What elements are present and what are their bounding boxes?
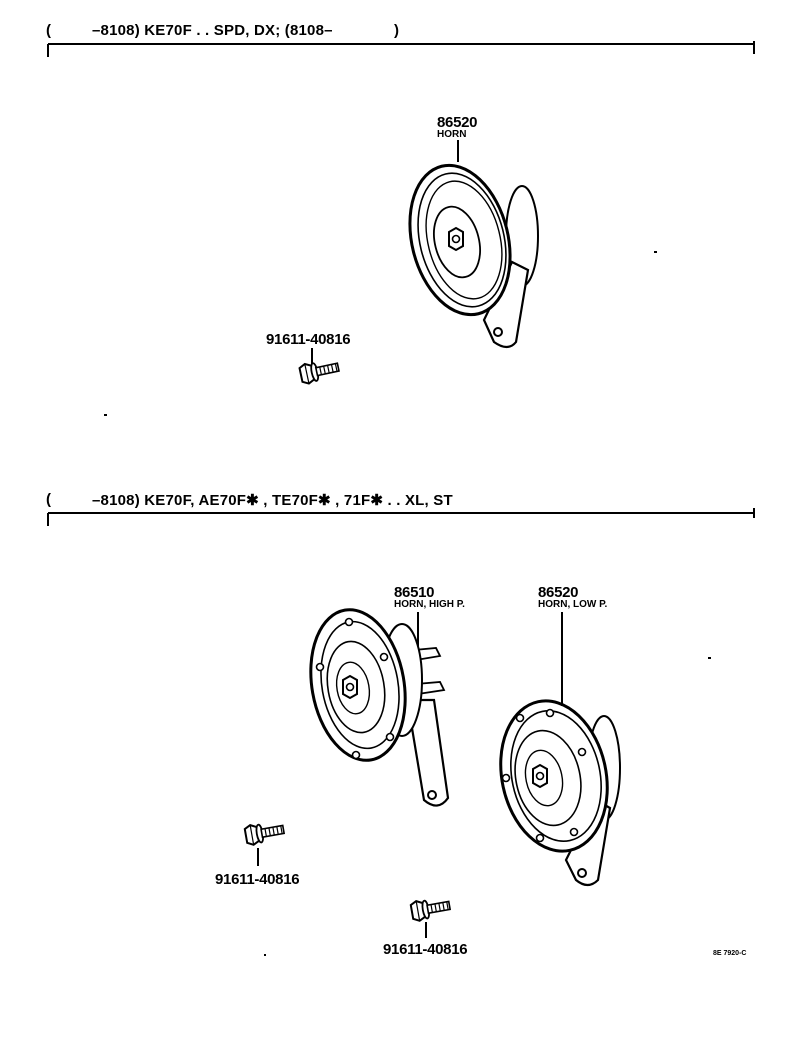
horn-86510-drawing	[300, 602, 448, 805]
section-2-open-paren: (	[46, 491, 52, 508]
horn-86520-low-drawing	[487, 691, 620, 885]
bolt-1-number: 91611-40816	[266, 331, 351, 348]
section-1-close-paren: )	[394, 22, 400, 39]
part-86520-low-name: HORN, LOW P.	[538, 599, 608, 610]
part-86520-name: HORN	[437, 129, 467, 140]
section-2-rule	[48, 508, 754, 526]
part-86520-number: 86520	[437, 114, 478, 131]
part-86520-low-number: 86520	[538, 584, 579, 601]
figure-code: 8E 7920-C	[713, 950, 747, 957]
scan-specks	[104, 251, 711, 956]
section-1-open-paren: (	[46, 22, 52, 39]
section-1-rule	[48, 41, 754, 57]
bolt-2-drawing	[244, 820, 285, 846]
bolt-3-number: 91611-40816	[383, 941, 468, 958]
section-1-header-text: –8108) KE70F . . SPD, DX; (8108–	[92, 22, 333, 39]
section-2-header-text: –8108) KE70F, AE70F✱ , TE70F✱ , 71F✱ . . XL, ST	[92, 492, 453, 509]
part-86510-number: 86510	[394, 584, 435, 601]
horn-86520-drawing	[395, 155, 538, 347]
bolt-1-drawing	[299, 357, 340, 384]
bolt-3-drawing	[410, 896, 451, 922]
part-86510-name: HORN, HIGH P.	[394, 599, 465, 610]
bolt-2-number: 91611-40816	[215, 871, 300, 888]
